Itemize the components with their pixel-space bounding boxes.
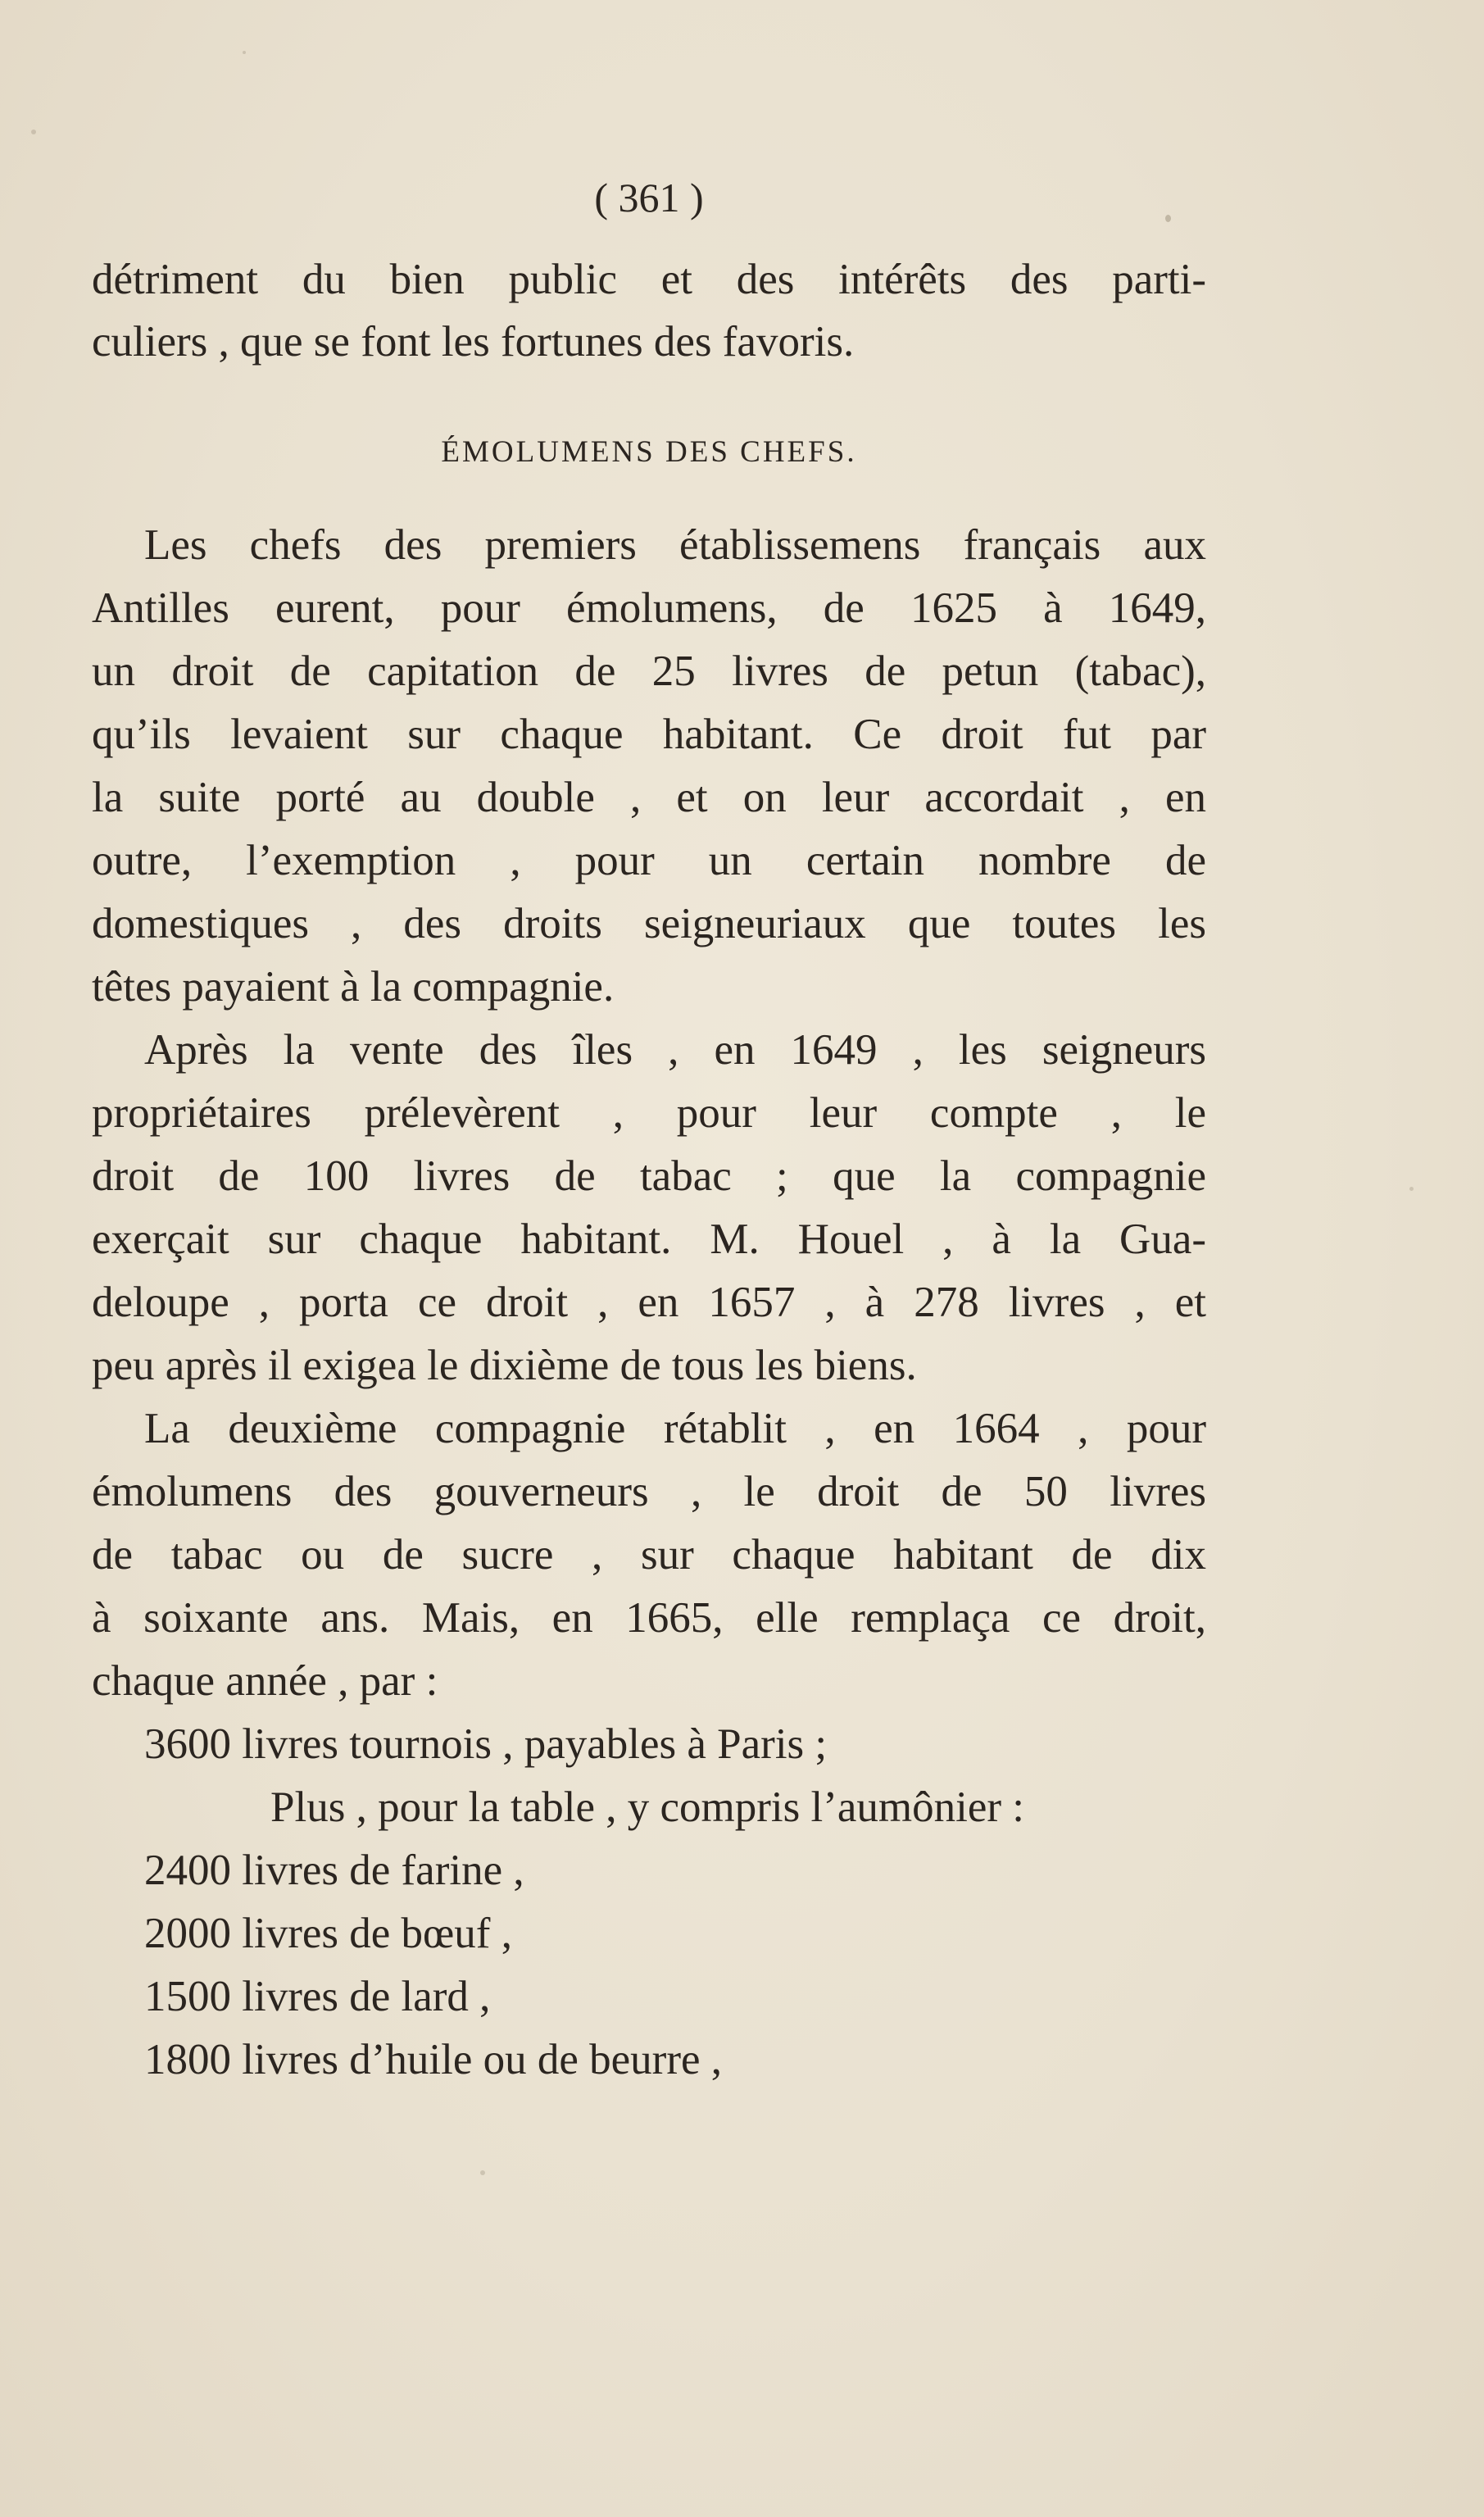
text-line: domestiques , des droits seigneuriaux que toutes les [92,900,1206,947]
text-line: la suite porté au double , et on leur accordait , en [92,774,1206,821]
text-line: un droit de capitation de 25 livres de petun (tabac), [92,647,1206,695]
list-item: Plus , pour la table , y compris l’aumônier : [270,1783,1024,1831]
list-item: 1800 livres d’huile ou de beurre , [144,2036,722,2083]
text-line: émolumens des gouverneurs , le droit de 50 livres [92,1468,1206,1515]
text-line: têtes payaient à la compagnie. [92,963,615,1011]
text-line: droit de 100 livres de tabac ; que la compagnie [92,1152,1206,1200]
text-line: Après la vente des îles , en 1649 , les seigneurs [144,1026,1206,1074]
text-line: culiers , que se font les fortunes des favoris. [92,318,855,366]
text-line: de tabac ou de sucre , sur chaque habitant de dix [92,1531,1206,1579]
text-line: outre, l’exemption , pour un certain nombre de [92,837,1206,884]
paper-speck [31,129,36,134]
list-item: 3600 livres tournois , payables à Paris ; [144,1720,828,1768]
text-line: Antilles eurent, pour émolumens, de 1625 à 1649, [92,584,1206,632]
section-heading: ÉMOLUMENS DES CHEFS. [441,435,857,469]
paper-speck [480,2170,485,2175]
list-item: 1500 livres de lard , [144,1973,491,2020]
text-line: à soixante ans. Mais, en 1665, elle remplaça ce droit, [92,1594,1206,1642]
text-line: deloupe , porta ce droit , en 1657 , à 278 livres , et [92,1279,1206,1326]
text-line: exerçait sur chaque habitant. M. Houel , à la Gua- [92,1215,1206,1263]
text-line: chaque année , par : [92,1657,438,1705]
paper-speck [1409,1187,1414,1191]
text-line: détriment du bien public et des intérêts des parti- [92,256,1206,303]
text-line: peu après il exigea le dixième de tous les biens. [92,1342,917,1389]
list-item: 2400 livres de farine , [144,1847,524,1894]
text-line: qu’ils levaient sur chaque habitant. Ce droit fut par [92,711,1206,758]
text-line: propriétaires prélevèrent , pour leur compte , le [92,1089,1206,1137]
page-number: ( 361 ) [594,175,704,220]
text-line: Les chefs des premiers établissemens français aux [144,521,1206,569]
paper-speck [243,51,246,54]
list-item: 2000 livres de bœuf , [144,1910,512,1957]
text-line: La deuxième compagnie rétablit , en 1664 , pour [144,1405,1206,1452]
